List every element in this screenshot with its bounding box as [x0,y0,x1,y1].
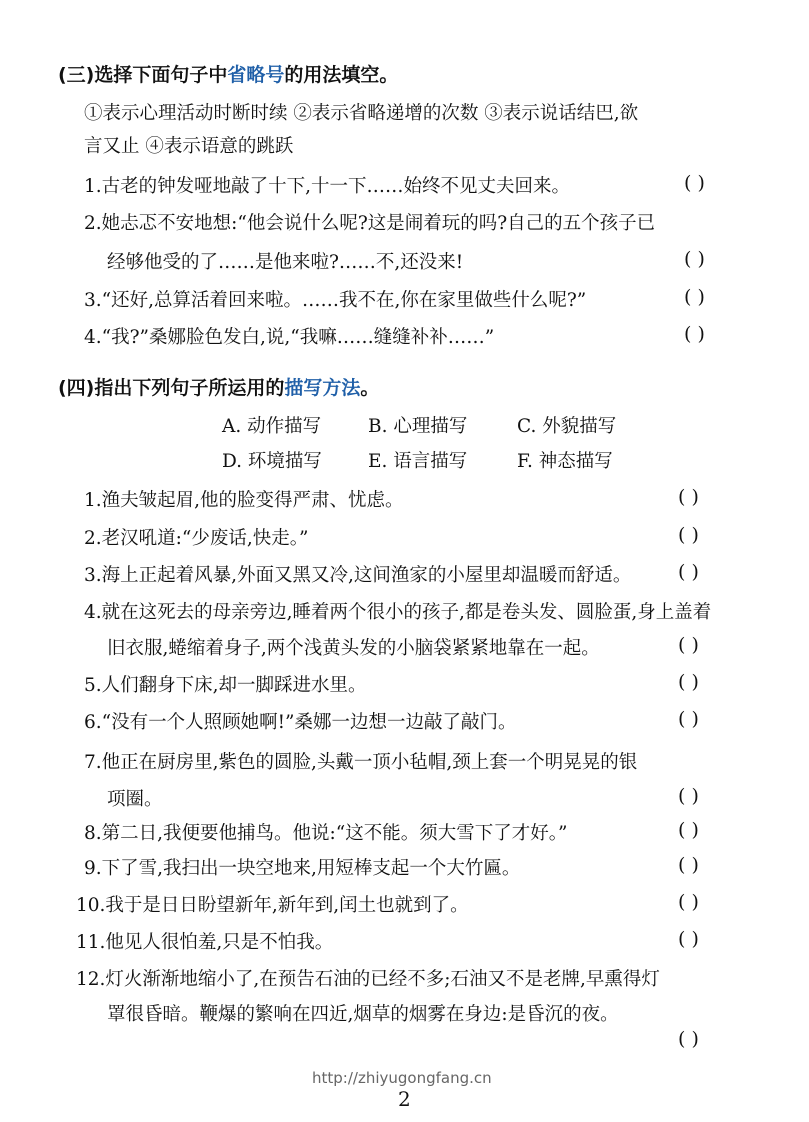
question-text: 她忐忑不安地想:“他会说什么呢?这是闹着玩的吗?自己的五个孩子已 [101,213,656,234]
s4-question-10 [76,891,469,917]
section3-title [58,60,398,87]
question-text: 他见人很怕羞,只是不怕我。 [105,932,334,953]
question-text: 我于是日日盼望新年,新年到,闰土也就到了。 [105,895,469,916]
answer-blank[interactable]: ( ) [678,854,699,876]
section3-title-prefix: (三)选择下面句子中 [58,64,228,86]
s4-question-7 [84,748,637,774]
answer-blank[interactable]: ( ) [678,634,699,656]
s4-question-4-line2: 旧衣服,蜷缩着身子,两个浅黄头发的小脑袋紧紧地靠在一起。 [107,638,600,659]
question-number: 3. [84,565,102,586]
s4-question-3 [84,561,631,587]
section4-title [58,373,379,400]
question-number: 4. [84,327,102,348]
s4-question-5 [84,671,367,697]
answer-blank[interactable]: ( ) [678,819,699,841]
section4-title-highlight: 描写方法 [284,377,361,399]
question-number: 7. [84,752,102,773]
page-number: 2 [398,1087,411,1111]
s3-question-4 [84,323,494,349]
question-text: “还好,总算活着回来啦。……我不在,你在家里做些什么呢?” [101,290,587,311]
s4-question-9 [84,854,520,880]
question-text: 古老的钟发哑地敲了十下,十一下……始终不见丈夫回来。 [101,176,571,197]
option-f: F. 神态描写 [517,451,613,472]
answer-blank[interactable]: ( ) [684,323,705,345]
option-e: E. 语言描写 [368,451,468,472]
s3-question-2-line2: 经够他受的了……是他来啦?……不,还没来! [107,252,464,273]
question-number: 8. [84,823,102,844]
answer-blank[interactable]: ( ) [684,172,705,194]
answer-blank[interactable]: ( ) [678,486,699,508]
option-b: B. 心理描写 [368,416,468,437]
answer-blank[interactable]: ( ) [678,561,699,583]
question-number: 2. [84,213,102,234]
question-text: 老汉吼道:“少废话,快走。” [101,528,309,549]
section3-options-line2: 言又止 ④表示语意的跳跃 [84,136,294,157]
question-text: 渔夫皱起眉,他的脸变得严肃、忧虑。 [101,490,404,511]
s4-question-11 [76,928,333,954]
question-number: 1. [84,176,102,197]
question-number: 4. [84,602,102,623]
question-text: 人们翻身下床,却一脚踩进水里。 [101,675,367,696]
answer-blank[interactable]: ( ) [678,671,699,693]
question-text: 他正在厨房里,紫色的圆脸,头戴一顶小毡帽,颈上套一个明晃晃的银 [101,752,638,773]
question-text: 就在这死去的母亲旁边,睡着两个很小的孩子,都是卷头发、圆脸蛋,身上盖着 [101,602,712,623]
question-number: 2. [84,528,102,549]
option-d: D. 环境描写 [222,451,322,472]
question-number: 11. [76,932,106,953]
question-number: 10. [76,895,106,916]
answer-blank[interactable]: ( ) [678,785,699,807]
option-c: C. 外貌描写 [517,416,617,437]
answer-blank[interactable]: ( ) [678,891,699,913]
answer-blank[interactable]: ( ) [678,928,699,950]
answer-blank[interactable]: ( ) [684,248,705,270]
question-number: 6. [84,712,102,733]
s4-question-1 [84,486,404,512]
s4-question-4 [84,598,711,624]
question-number: 1. [84,490,102,511]
section3-options-line1: ①表示心理活动时断时续 ②表示省略递增的次数 ③表示说话结巴,欲 [84,103,639,124]
section4-title-prefix: (四)指出下列句子所运用的 [58,377,285,399]
s3-question-2 [84,209,655,235]
answer-blank[interactable]: ( ) [678,708,699,730]
question-text: 下了雪,我扫出一块空地来,用短棒支起一个大竹匾。 [101,858,521,879]
s4-question-12 [76,965,660,991]
question-number: 9. [84,858,102,879]
question-text: 海上正起着风暴,外面又黑又冷,这间渔家的小屋里却温暖而舒适。 [101,565,632,586]
section3-title-suffix: 的用法填空。 [284,64,399,86]
s4-question-7-line2: 项圈。 [107,789,163,810]
question-number: 5. [84,675,102,696]
s4-question-12-line2: 罩很昏暗。鞭爆的繁响在四近,烟草的烟雾在身边:是昏沉的夜。 [107,1004,619,1025]
question-text: 灯火渐渐地缩小了,在预告石油的已经不多;石油又不是老牌,早熏得灯 [105,969,660,990]
question-number: 3. [84,290,102,311]
question-text: 第二日,我便要他捕鸟。他说:“这不能。须大雪下了才好。” [101,823,568,844]
section3-title-highlight: 省略号 [227,64,285,86]
s4-question-2 [84,524,308,550]
option-a: A. 动作描写 [222,416,322,437]
s3-question-3 [84,286,586,312]
question-text: “我?”桑娜脸色发白,说,“我嘛……缝缝补补……” [101,327,495,348]
section4-title-suffix: 。 [360,377,380,399]
s4-question-6 [84,708,517,734]
footer-url: http://zhiyugongfang.cn [312,1069,492,1087]
s3-question-1 [84,172,570,198]
answer-blank[interactable]: ( ) [684,286,705,308]
question-number: 12. [76,969,106,990]
answer-blank[interactable]: ( ) [678,524,699,546]
question-text: “没有一个人照顾她啊!”桑娜一边想一边敲了敲门。 [101,712,517,733]
s4-question-8 [84,819,567,845]
answer-blank[interactable]: ( ) [678,1028,699,1050]
